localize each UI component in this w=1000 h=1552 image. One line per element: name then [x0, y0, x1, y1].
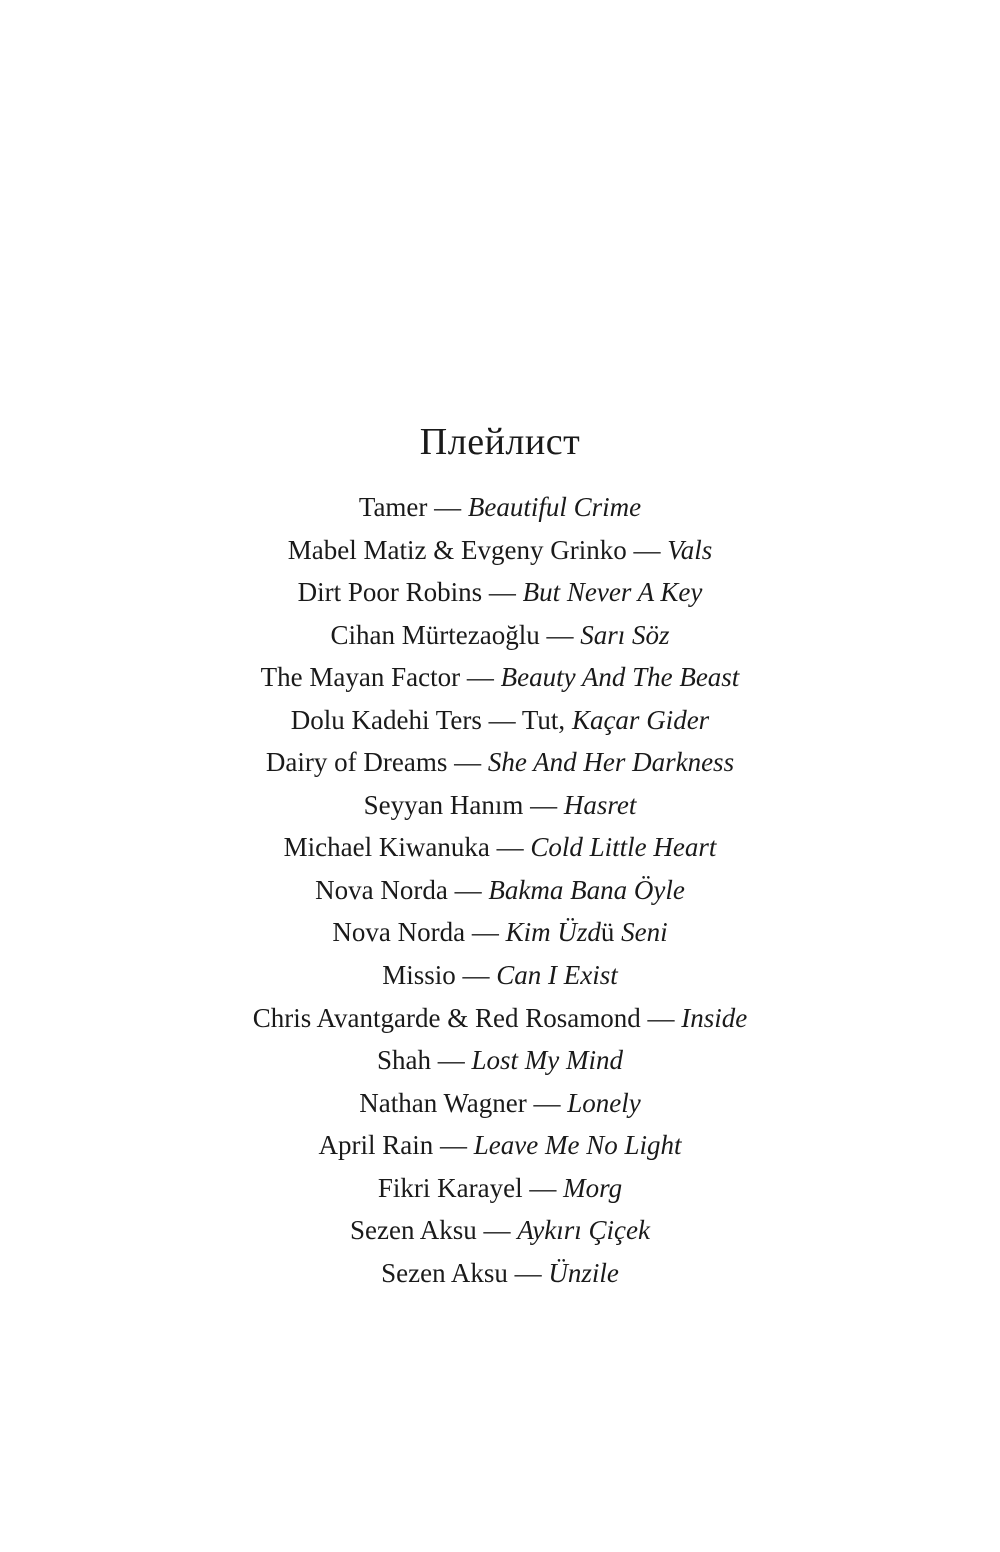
track-title-part: She And Her Darkness — [487, 747, 735, 778]
track-title-part: Beautiful Crime — [467, 492, 642, 522]
track-title-part: ü — [600, 917, 622, 948]
playlist-entry — [0, 1082, 1000, 1125]
track-title — [468, 492, 641, 522]
track-title — [517, 1215, 650, 1245]
track-title-part: Vals — [667, 534, 713, 565]
track-title-part: Morg — [563, 1172, 623, 1203]
playlist-entry — [0, 741, 1000, 784]
track-title — [472, 1045, 624, 1075]
track-separator: — — [471, 917, 499, 948]
track-artist: Nathan Wagner — [359, 1087, 527, 1118]
track-artist: April Rain — [318, 1130, 434, 1161]
track-title — [523, 577, 703, 607]
track-artist: Sezen Aksu — [350, 1215, 477, 1246]
track-artist: Nova Norda — [332, 917, 466, 948]
track-separator: — — [454, 747, 482, 778]
track-separator: — — [437, 1045, 465, 1076]
track-artist: Tamer — [358, 492, 428, 522]
track-separator: — — [546, 619, 574, 650]
playlist-entry — [0, 997, 1000, 1040]
playlist-entry — [0, 699, 1000, 742]
track-separator: — — [483, 1215, 511, 1246]
track-artist: Dolu Kadehi Ters — [290, 704, 482, 735]
track-title — [474, 1130, 682, 1160]
track-title — [522, 705, 709, 735]
track-separator: — — [514, 1257, 542, 1288]
track-artist: The Mayan Factor — [260, 662, 461, 693]
playlist-entry — [0, 1167, 1000, 1210]
track-artist: Chris Avantgarde & Red Rosamond — [252, 1002, 641, 1033]
track-title — [488, 747, 734, 777]
playlist-entry — [0, 571, 1000, 614]
track-artist: Dairy of Dreams — [265, 747, 448, 778]
playlist-entry — [0, 826, 1000, 869]
track-separator: — — [488, 577, 516, 608]
track-title — [564, 790, 637, 820]
track-separator: — — [454, 874, 482, 905]
track-title-part: Lost My Mind — [471, 1045, 623, 1076]
track-title — [548, 1258, 619, 1288]
playlist-entry — [0, 1252, 1000, 1295]
track-title-part: Kim Üzd — [505, 917, 601, 948]
track-title-part: Seni — [621, 917, 668, 948]
playlist-entry — [0, 614, 1000, 657]
track-title — [501, 662, 740, 692]
track-separator: — — [488, 704, 516, 735]
track-artist: Mabel Matiz & Evgeny Grinko — [287, 534, 627, 565]
track-title-part: Leave Me No Light — [473, 1130, 682, 1161]
track-title-part: Sarı Söz — [580, 619, 670, 650]
track-title-part: Aykırı Çiçek — [517, 1215, 650, 1246]
track-title-part: Hasret — [563, 789, 637, 820]
track-title-part: But Never A Key — [522, 577, 703, 608]
track-title-part: Inside — [681, 1002, 748, 1033]
track-separator: — — [647, 1002, 675, 1033]
track-separator: — — [434, 492, 462, 522]
track-artist: Sezen Aksu — [381, 1257, 508, 1288]
track-separator: — — [533, 1087, 561, 1118]
track-separator: — — [496, 832, 524, 863]
track-title-part: Lonely — [567, 1087, 641, 1118]
track-artist: Seyyan Hanım — [363, 789, 524, 820]
track-artist: Shah — [377, 1045, 431, 1076]
track-separator: — — [530, 789, 558, 820]
playlist-entry — [0, 784, 1000, 827]
track-title-part: Ünzile — [548, 1257, 619, 1288]
track-title — [567, 1088, 641, 1118]
track-separator: — — [440, 1130, 467, 1161]
track-artist: Missio — [382, 960, 456, 991]
track-title-part: Cold Little Heart — [530, 832, 717, 863]
track-title — [580, 620, 669, 650]
playlist-entry — [0, 1124, 1000, 1167]
track-title-part: Beauty And The Beast — [500, 662, 740, 693]
track-separator: — — [462, 960, 490, 991]
track-artist: Cihan Mürtezaoğlu — [330, 619, 540, 650]
playlist-entry — [0, 486, 1000, 529]
track-separator: — — [466, 662, 494, 693]
track-title-part: Can I Exist — [496, 960, 618, 991]
track-title — [506, 917, 668, 947]
track-artist: Fikri Karayel — [377, 1172, 523, 1203]
track-separator: — — [633, 534, 661, 565]
track-title-part: Bakma Bana Öyle — [488, 874, 685, 905]
track-title-part: Kaçar Gider — [571, 704, 710, 735]
track-title — [563, 1173, 622, 1203]
page-title: Плейлист — [419, 421, 581, 463]
playlist-entry — [0, 1039, 1000, 1082]
playlist-entry — [0, 656, 1000, 699]
track-artist: Nova Norda — [315, 874, 448, 905]
playlist-entry — [0, 869, 1000, 912]
track-title — [681, 1003, 747, 1033]
track-artist: Michael Kiwanuka — [283, 832, 490, 863]
track-title-part: Tut, — [521, 704, 572, 735]
playlist-entry — [0, 954, 1000, 997]
playlist-entry — [0, 529, 1000, 572]
track-title — [488, 875, 684, 905]
track-separator: — — [529, 1172, 557, 1203]
playlist — [0, 486, 1000, 1294]
playlist-entry — [0, 911, 1000, 954]
track-artist: Dirt Poor Robins — [297, 577, 483, 608]
track-title — [530, 832, 716, 862]
playlist-entry — [0, 1209, 1000, 1252]
track-title — [496, 960, 618, 990]
track-title — [667, 535, 712, 565]
